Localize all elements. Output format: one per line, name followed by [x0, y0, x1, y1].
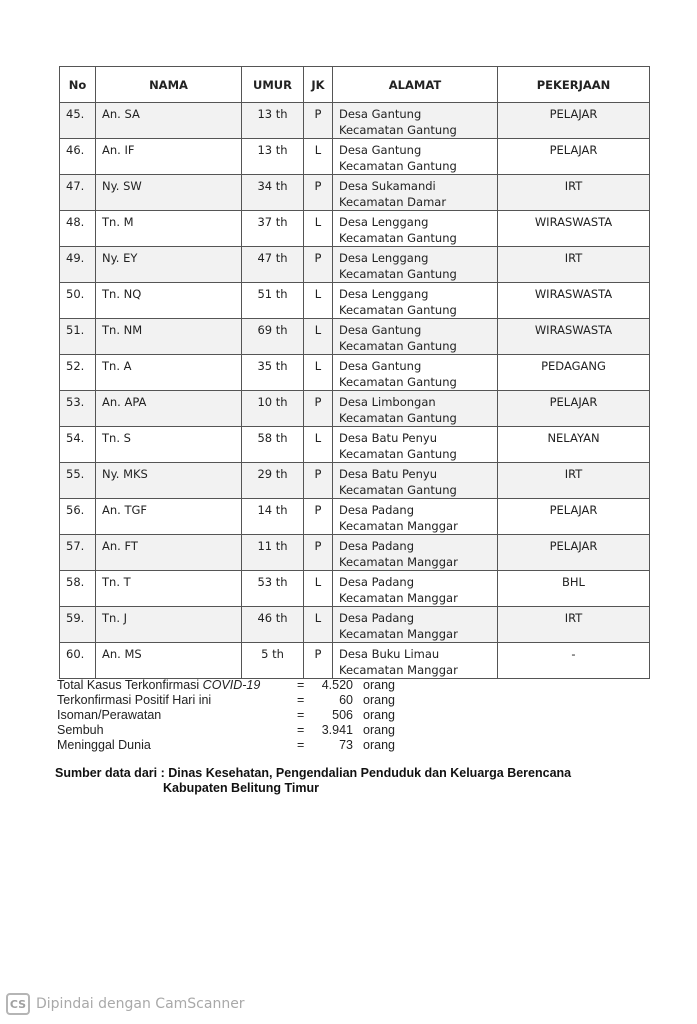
cell-jk: P: [304, 175, 333, 211]
table-row: [60, 535, 650, 571]
summary-equals: =: [297, 738, 305, 752]
cell-nama: An. IF: [96, 139, 242, 175]
cell-no: 53.: [60, 391, 96, 427]
cell-pekerjaan: IRT: [498, 247, 650, 283]
table-row: [60, 283, 650, 319]
address-kecamatan: Kecamatan Manggar: [339, 627, 458, 641]
data-source-note: [55, 766, 571, 796]
cell-umur: 13 th: [242, 103, 304, 139]
header-umur: UMUR: [242, 67, 304, 103]
cell-jk: L: [304, 139, 333, 175]
cell-pekerjaan: PELAJAR: [498, 535, 650, 571]
cell-jk: P: [304, 391, 333, 427]
summary-equals: =: [297, 678, 305, 692]
cell-pekerjaan: PELAJAR: [498, 391, 650, 427]
cell-umur: 29 th: [242, 463, 304, 499]
cell-no: 60.: [60, 643, 96, 679]
summary-label-text: Total Kasus Terkonfirmasi: [57, 678, 203, 692]
cell-nama: Ny. MKS: [96, 463, 242, 499]
address-kecamatan: Kecamatan Gantung: [339, 231, 457, 245]
cell-jk: P: [304, 535, 333, 571]
watermark-text: Dipindai dengan CamScanner: [36, 996, 245, 1012]
cell-umur: 13 th: [242, 139, 304, 175]
header-no: No: [60, 67, 96, 103]
cell-nama: An. MS: [96, 643, 242, 679]
cell-umur: 46 th: [242, 607, 304, 643]
cell-alamat: [333, 355, 498, 391]
address-kecamatan: Kecamatan Gantung: [339, 303, 457, 317]
cell-nama: Ny. EY: [96, 247, 242, 283]
summary-value: 60: [339, 693, 353, 707]
summary-value: 506: [332, 708, 353, 722]
summary-unit: orang: [363, 723, 395, 737]
summary-label: [57, 678, 260, 693]
table-row: [60, 103, 650, 139]
address-desa: Desa Padang: [339, 539, 415, 553]
cell-umur: 11 th: [242, 535, 304, 571]
cell-alamat: [333, 427, 498, 463]
address-kecamatan: Kecamatan Manggar: [339, 555, 458, 569]
cell-pekerjaan: WIRASWASTA: [498, 283, 650, 319]
address-desa: Desa Gantung: [339, 359, 422, 373]
cell-nama: Tn. NM: [96, 319, 242, 355]
cell-pekerjaan: WIRASWASTA: [498, 211, 650, 247]
cell-no: 47.: [60, 175, 96, 211]
cell-pekerjaan: IRT: [498, 463, 650, 499]
cell-alamat: [333, 499, 498, 535]
source-line-1: Sumber data dari : Dinas Kesehatan, Pengendalian Penduduk dan Keluarga Berencana: [55, 766, 572, 780]
cell-nama: Tn. T: [96, 571, 242, 607]
summary-label-text: Isoman/Perawatan: [57, 708, 162, 722]
summary-label: [57, 708, 161, 723]
address-kecamatan: Kecamatan Gantung: [339, 339, 457, 353]
address-desa: Desa Buku Limau: [339, 647, 440, 661]
cell-alamat: [333, 571, 498, 607]
address-kecamatan: Kecamatan Manggar: [339, 519, 458, 533]
cell-alamat: [333, 319, 498, 355]
cell-alamat: [333, 463, 498, 499]
camscanner-watermark: [6, 993, 245, 1015]
address-desa: Desa Lenggang: [339, 287, 429, 301]
cell-jk: L: [304, 211, 333, 247]
cell-nama: An. TGF: [96, 499, 242, 535]
cell-no: 58.: [60, 571, 96, 607]
address-desa: Desa Sukamandi: [339, 179, 436, 193]
table-row: [60, 247, 650, 283]
cell-umur: 47 th: [242, 247, 304, 283]
cell-jk: L: [304, 283, 333, 319]
cell-pekerjaan: -: [498, 643, 650, 679]
summary-label: [57, 723, 104, 738]
address-kecamatan: Kecamatan Manggar: [339, 591, 458, 605]
address-desa: Desa Gantung: [339, 323, 422, 337]
summary-equals: =: [297, 723, 305, 737]
cell-no: 59.: [60, 607, 96, 643]
cell-jk: P: [304, 103, 333, 139]
cell-nama: An. APA: [96, 391, 242, 427]
cell-pekerjaan: BHL: [498, 571, 650, 607]
address-desa: Desa Gantung: [339, 107, 422, 121]
summary-label-italic: COVID-19: [202, 678, 261, 692]
summary-row: [57, 723, 417, 738]
cell-nama: Ny. SW: [96, 175, 242, 211]
cell-umur: 53 th: [242, 571, 304, 607]
summary-unit: orang: [363, 708, 395, 722]
summary-row: [57, 693, 417, 708]
cell-umur: 58 th: [242, 427, 304, 463]
cell-no: 54.: [60, 427, 96, 463]
cell-nama: An. SA: [96, 103, 242, 139]
summary-unit: orang: [363, 693, 395, 707]
summary-row: [57, 678, 417, 693]
table-row: [60, 499, 650, 535]
address-desa: Desa Padang: [339, 611, 415, 625]
summary-value: 4.520: [321, 678, 353, 692]
cell-no: 52.: [60, 355, 96, 391]
address-kecamatan: Kecamatan Gantung: [339, 411, 457, 425]
cell-nama: An. FT: [96, 535, 242, 571]
address-kecamatan: Kecamatan Gantung: [339, 159, 457, 173]
cell-no: 46.: [60, 139, 96, 175]
camscanner-logo-icon: CS: [6, 993, 30, 1015]
cell-umur: 34 th: [242, 175, 304, 211]
table-row: [60, 643, 650, 679]
table-row: [60, 607, 650, 643]
address-kecamatan: Kecamatan Gantung: [339, 447, 457, 461]
patient-table: [59, 66, 650, 679]
cell-alamat: [333, 139, 498, 175]
case-summary: [57, 678, 417, 753]
summary-row: [57, 708, 417, 723]
cell-alamat: [333, 211, 498, 247]
cell-no: 45.: [60, 103, 96, 139]
cell-nama: Tn. M: [96, 211, 242, 247]
cell-jk: P: [304, 499, 333, 535]
cell-no: 51.: [60, 319, 96, 355]
cell-jk: P: [304, 463, 333, 499]
summary-value: 73: [339, 738, 353, 752]
address-kecamatan: Kecamatan Damar: [339, 195, 447, 209]
summary-label-text: Sembuh: [57, 723, 104, 737]
cell-jk: L: [304, 355, 333, 391]
cell-no: 50.: [60, 283, 96, 319]
summary-value: 3.941: [321, 723, 353, 737]
address-desa: Desa Lenggang: [339, 251, 429, 265]
address-kecamatan: Kecamatan Gantung: [339, 123, 457, 137]
table-row: [60, 355, 650, 391]
table-row: [60, 175, 650, 211]
cell-alamat: [333, 283, 498, 319]
cell-pekerjaan: PELAJAR: [498, 139, 650, 175]
cell-nama: Tn. J: [96, 607, 242, 643]
cell-umur: 35 th: [242, 355, 304, 391]
cell-pekerjaan: NELAYAN: [498, 427, 650, 463]
source-line-2: Kabupaten Belitung Timur: [163, 781, 320, 795]
cell-jk: L: [304, 427, 333, 463]
cell-jk: L: [304, 319, 333, 355]
cell-alamat: [333, 103, 498, 139]
summary-row: [57, 738, 417, 753]
address-desa: Desa Gantung: [339, 143, 422, 157]
summary-equals: =: [297, 693, 305, 707]
address-kecamatan: Kecamatan Gantung: [339, 483, 457, 497]
table-row: [60, 571, 650, 607]
table-row: [60, 427, 650, 463]
cell-umur: 69 th: [242, 319, 304, 355]
cell-alamat: [333, 247, 498, 283]
table-header-row: [60, 67, 650, 103]
address-kecamatan: Kecamatan Gantung: [339, 375, 457, 389]
address-kecamatan: Kecamatan Gantung: [339, 267, 457, 281]
cell-jk: L: [304, 571, 333, 607]
header-alamat: ALAMAT: [333, 67, 498, 103]
address-desa: Desa Batu Penyu: [339, 431, 437, 445]
cell-alamat: [333, 535, 498, 571]
table-row: [60, 391, 650, 427]
cell-umur: 37 th: [242, 211, 304, 247]
cell-jk: L: [304, 607, 333, 643]
cell-no: 56.: [60, 499, 96, 535]
header-pekerjaan: PEKERJAAN: [498, 67, 650, 103]
cell-alamat: [333, 607, 498, 643]
cell-pekerjaan: PEDAGANG: [498, 355, 650, 391]
cell-nama: Tn. NQ: [96, 283, 242, 319]
summary-label: [57, 693, 211, 708]
summary-equals: =: [297, 708, 305, 722]
cell-jk: P: [304, 643, 333, 679]
cell-umur: 51 th: [242, 283, 304, 319]
cell-jk: P: [304, 247, 333, 283]
header-nama: NAMA: [96, 67, 242, 103]
cell-pekerjaan: PELAJAR: [498, 499, 650, 535]
cell-no: 48.: [60, 211, 96, 247]
address-desa: Desa Limbongan: [339, 395, 436, 409]
address-desa: Desa Padang: [339, 503, 415, 517]
cell-umur: 14 th: [242, 499, 304, 535]
address-desa: Desa Padang: [339, 575, 415, 589]
cell-alamat: [333, 391, 498, 427]
summary-unit: orang: [363, 738, 395, 752]
cell-nama: Tn. S: [96, 427, 242, 463]
address-desa: Desa Batu Penyu: [339, 467, 437, 481]
cell-pekerjaan: IRT: [498, 175, 650, 211]
cell-no: 55.: [60, 463, 96, 499]
address-desa: Desa Lenggang: [339, 215, 429, 229]
summary-label-text: Meninggal Dunia: [57, 738, 151, 752]
cell-alamat: [333, 175, 498, 211]
summary-label-text: Terkonfirmasi Positif Hari ini: [57, 693, 212, 707]
cell-no: 57.: [60, 535, 96, 571]
cell-no: 49.: [60, 247, 96, 283]
cell-pekerjaan: PELAJAR: [498, 103, 650, 139]
table-row: [60, 139, 650, 175]
cell-umur: 5 th: [242, 643, 304, 679]
table-row: [60, 211, 650, 247]
cell-pekerjaan: WIRASWASTA: [498, 319, 650, 355]
cell-umur: 10 th: [242, 391, 304, 427]
cell-pekerjaan: IRT: [498, 607, 650, 643]
summary-unit: orang: [363, 678, 395, 692]
cell-alamat: [333, 643, 498, 679]
table-row: [60, 463, 650, 499]
summary-label: [57, 738, 151, 753]
address-kecamatan: Kecamatan Manggar: [339, 663, 458, 677]
cell-nama: Tn. A: [96, 355, 242, 391]
header-jk: JK: [304, 67, 333, 103]
table-row: [60, 319, 650, 355]
